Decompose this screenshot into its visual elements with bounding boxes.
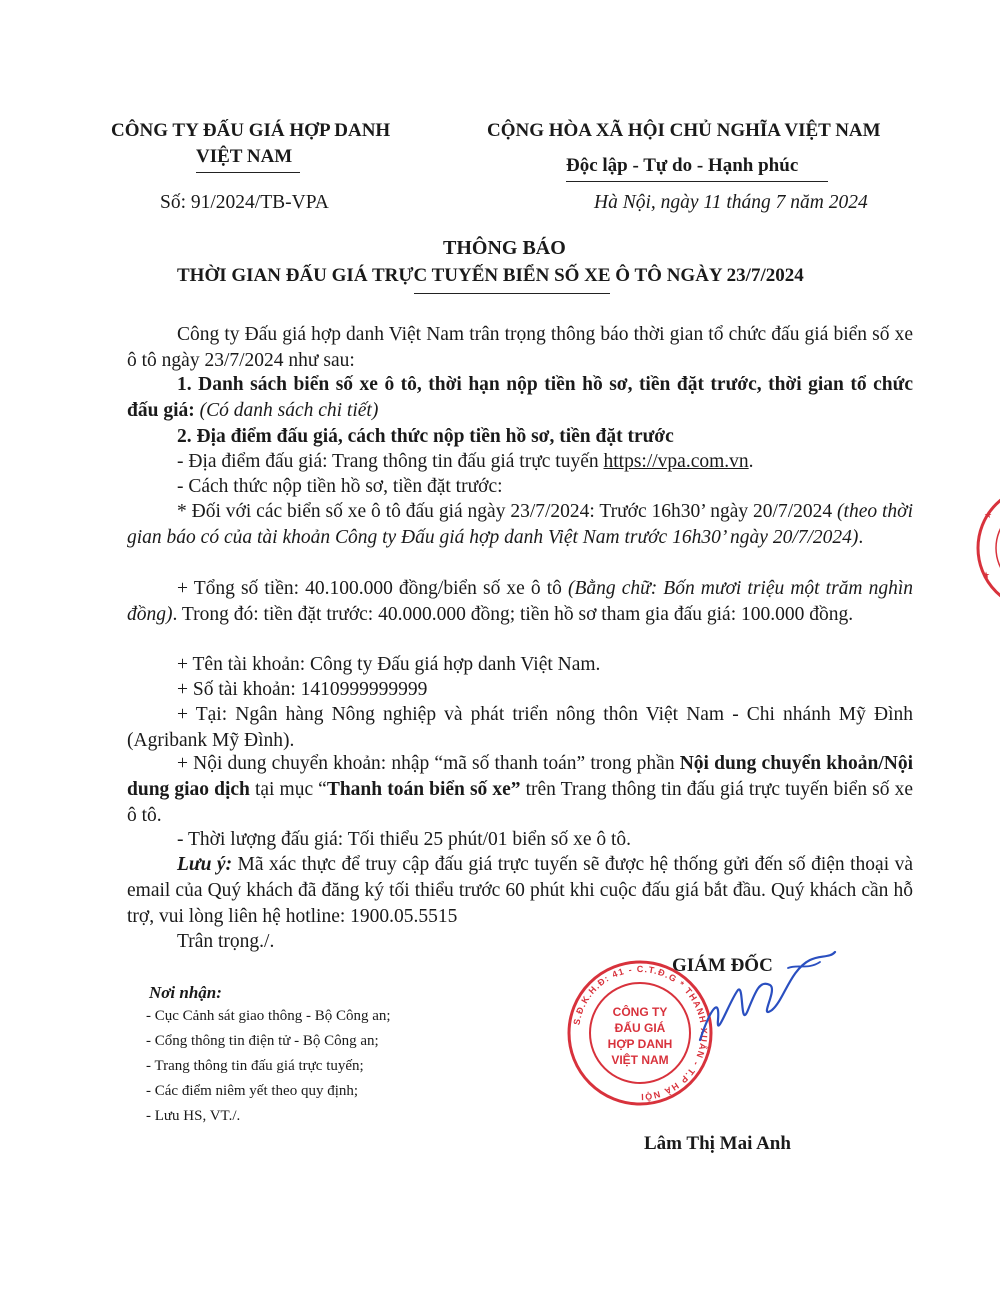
location-label: - Địa điểm đấu giá: Trang thông tin đấu giá trực tuyến: [177, 451, 604, 472]
location-line: [127, 449, 913, 475]
company-name-line2: VIỆT NAM: [196, 146, 293, 167]
intro-paragraph: [127, 322, 913, 374]
nation-title: CỘNG HÒA XÃ HỘI CHỦ NGHĨA VIỆT NAM: [487, 120, 881, 141]
duration-text: - Thời lượng đấu giá: Tối thiểu 25 phút/01 biển số xe ô tô.: [177, 829, 632, 850]
notice-subject: THỜI GIAN ĐẤU GIÁ TRỰC TUYẾN BIỂN SỐ XE Ô TÔ NGÀY 23/7/2024: [177, 265, 804, 286]
deadline-note-end: .: [858, 527, 864, 548]
seal-ring-text: S.Đ.K.H.Đ: 41 - C.T.Đ.G * THANH XUÂN - T.P HÀ NỘI: [571, 963, 710, 1103]
section-1-note: (Có danh sách chi tiết): [194, 400, 379, 421]
recipients-title: Nơi nhận:: [149, 983, 222, 1002]
place-date: Hà Nội, ngày 11 tháng 7 năm 2024: [594, 192, 868, 213]
deadline-text: * Đối với các biển số xe ô tô đấu giá ngày 23/7/2024: Trước 16h30’ ngày 20/7/2024: [177, 501, 833, 522]
total-words: (Bằng chữ: Bốn mươi triệu một trăm nghìn đồng): [127, 578, 913, 625]
account-number: + Số tài khoản: 1410999999999: [177, 679, 428, 700]
seal-text-line: HỢP DANH: [607, 1037, 673, 1051]
transfer-content-3: tại mục “: [249, 779, 327, 800]
transfer-content-field: Nội dung chuyển khoản/Nội dung giao dịch: [127, 753, 913, 800]
company-name-line1: CÔNG TY ĐẤU GIÁ HỢP DANH: [111, 120, 391, 141]
title-underline: [414, 293, 610, 294]
section-2-heading: 2. Địa điểm đấu giá, cách thức nộp tiền hồ sơ, tiền đặt trước: [177, 426, 674, 447]
recipient-item: - Trang thông tin đấu giá trực tuyến;: [146, 1058, 364, 1074]
account-number-line: [127, 677, 913, 703]
transfer-content-section: Thanh toán biển số xe”: [326, 779, 521, 800]
transfer-content-paragraph: [127, 751, 913, 829]
bank-text: + Tại: Ngân hàng Nông nghiệp và phát triển nông thôn Việt Nam - Chi nhánh Mỹ Đình (Agribank Mỹ Đình).: [127, 704, 913, 751]
method-line: [127, 474, 913, 500]
bank-paragraph: [127, 702, 913, 754]
section-1-heading: 1. Danh sách biển số xe ô tô, thời hạn nộp tiền hồ sơ, tiền đặt trước, thời gian tổ chức đấu giá:: [127, 374, 913, 421]
company-underline: [196, 172, 300, 173]
section-1: [127, 372, 913, 424]
signer-name: Lâm Thị Mai Anh: [644, 1133, 791, 1154]
recipient-item: - Lưu HS, VT./.: [146, 1108, 241, 1124]
recipient-item: - Các điểm niêm yết theo quy định;: [146, 1083, 359, 1099]
handwritten-signature: [660, 940, 860, 1060]
motto-underline: [566, 181, 828, 182]
auction-site-link[interactable]: https://vpa.com.vn: [603, 451, 749, 472]
note-text: Mã xác thực để truy cập đấu giá trực tuyến sẽ được hệ thống gửi đến số điện thoại và email của Quý khách đã đăng ký tối thiểu trước 60 phút khi cuộc đấu giá bắt đầu. Quý khách cần hỗ trợ, vui lòng liên hệ hotline: 1900.05.5515: [127, 854, 913, 927]
seal-text-line: ĐẤU GIÁ: [614, 1021, 666, 1035]
duration-line: [127, 827, 913, 853]
recipient-item: - Cục Cảnh sát giao thông - Bộ Công an;: [146, 1008, 391, 1024]
signer-role: GIÁM ĐỐC: [672, 955, 773, 976]
recipient-item: - Cổng thông tin điện tử - Bộ Công an;: [146, 1033, 379, 1049]
account-name: + Tên tài khoản: Công ty Đấu giá hợp danh Việt Nam.: [177, 654, 601, 675]
account-name-line: [127, 652, 913, 678]
note-paragraph: [127, 852, 913, 930]
total-amount: + Tổng số tiền: 40.100.000 đồng/biển số xe ô tô: [177, 578, 568, 599]
svg-text:★: ★: [984, 510, 993, 520]
seal-text-line: VIỆT NAM: [611, 1053, 669, 1067]
closing-text: Trân trọng./.: [177, 931, 275, 952]
intro-text: Công ty Đấu giá hợp danh Việt Nam trân trọng thông báo thời gian tổ chức đấu giá biển số xe ô tô ngày 23/7/2024 như sau:: [127, 324, 913, 371]
total-breakdown: . Trong đó: tiền đặt trước: 40.000.000 đồng; tiền hồ sơ tham gia đấu giá: 100.000 đồng.: [172, 604, 854, 625]
location-end: .: [748, 451, 754, 472]
note-label: Lưu ý:: [177, 854, 233, 875]
svg-text:★: ★: [982, 570, 991, 580]
notice-title: THÔNG BÁO: [443, 237, 566, 259]
transfer-content-1: + Nội dung chuyển khoản: nhập “mã số thanh toán” trong phần: [177, 753, 680, 774]
section-2: [127, 424, 913, 450]
method-text: - Cách thức nộp tiền hồ sơ, tiền đặt trước:: [177, 476, 503, 497]
transfer-content-5: trên Trang thông tin đấu giá trực tuyến biển số xe ô tô.: [127, 779, 913, 826]
total-paragraph: [127, 576, 913, 628]
deadline-paragraph: [127, 499, 913, 551]
seal-text-line: CÔNG TY: [612, 1005, 668, 1019]
document-number: Số: 91/2024/TB-VPA: [160, 192, 329, 213]
nation-motto: Độc lập - Tự do - Hạnh phúc: [566, 155, 799, 176]
deadline-note: (theo thời gian báo có của tài khoản Công ty Đấu giá hợp danh Việt Nam trước 16h30’ ngày 20/7/2024): [127, 501, 914, 548]
edge-seal-fragment: [970, 478, 1000, 618]
